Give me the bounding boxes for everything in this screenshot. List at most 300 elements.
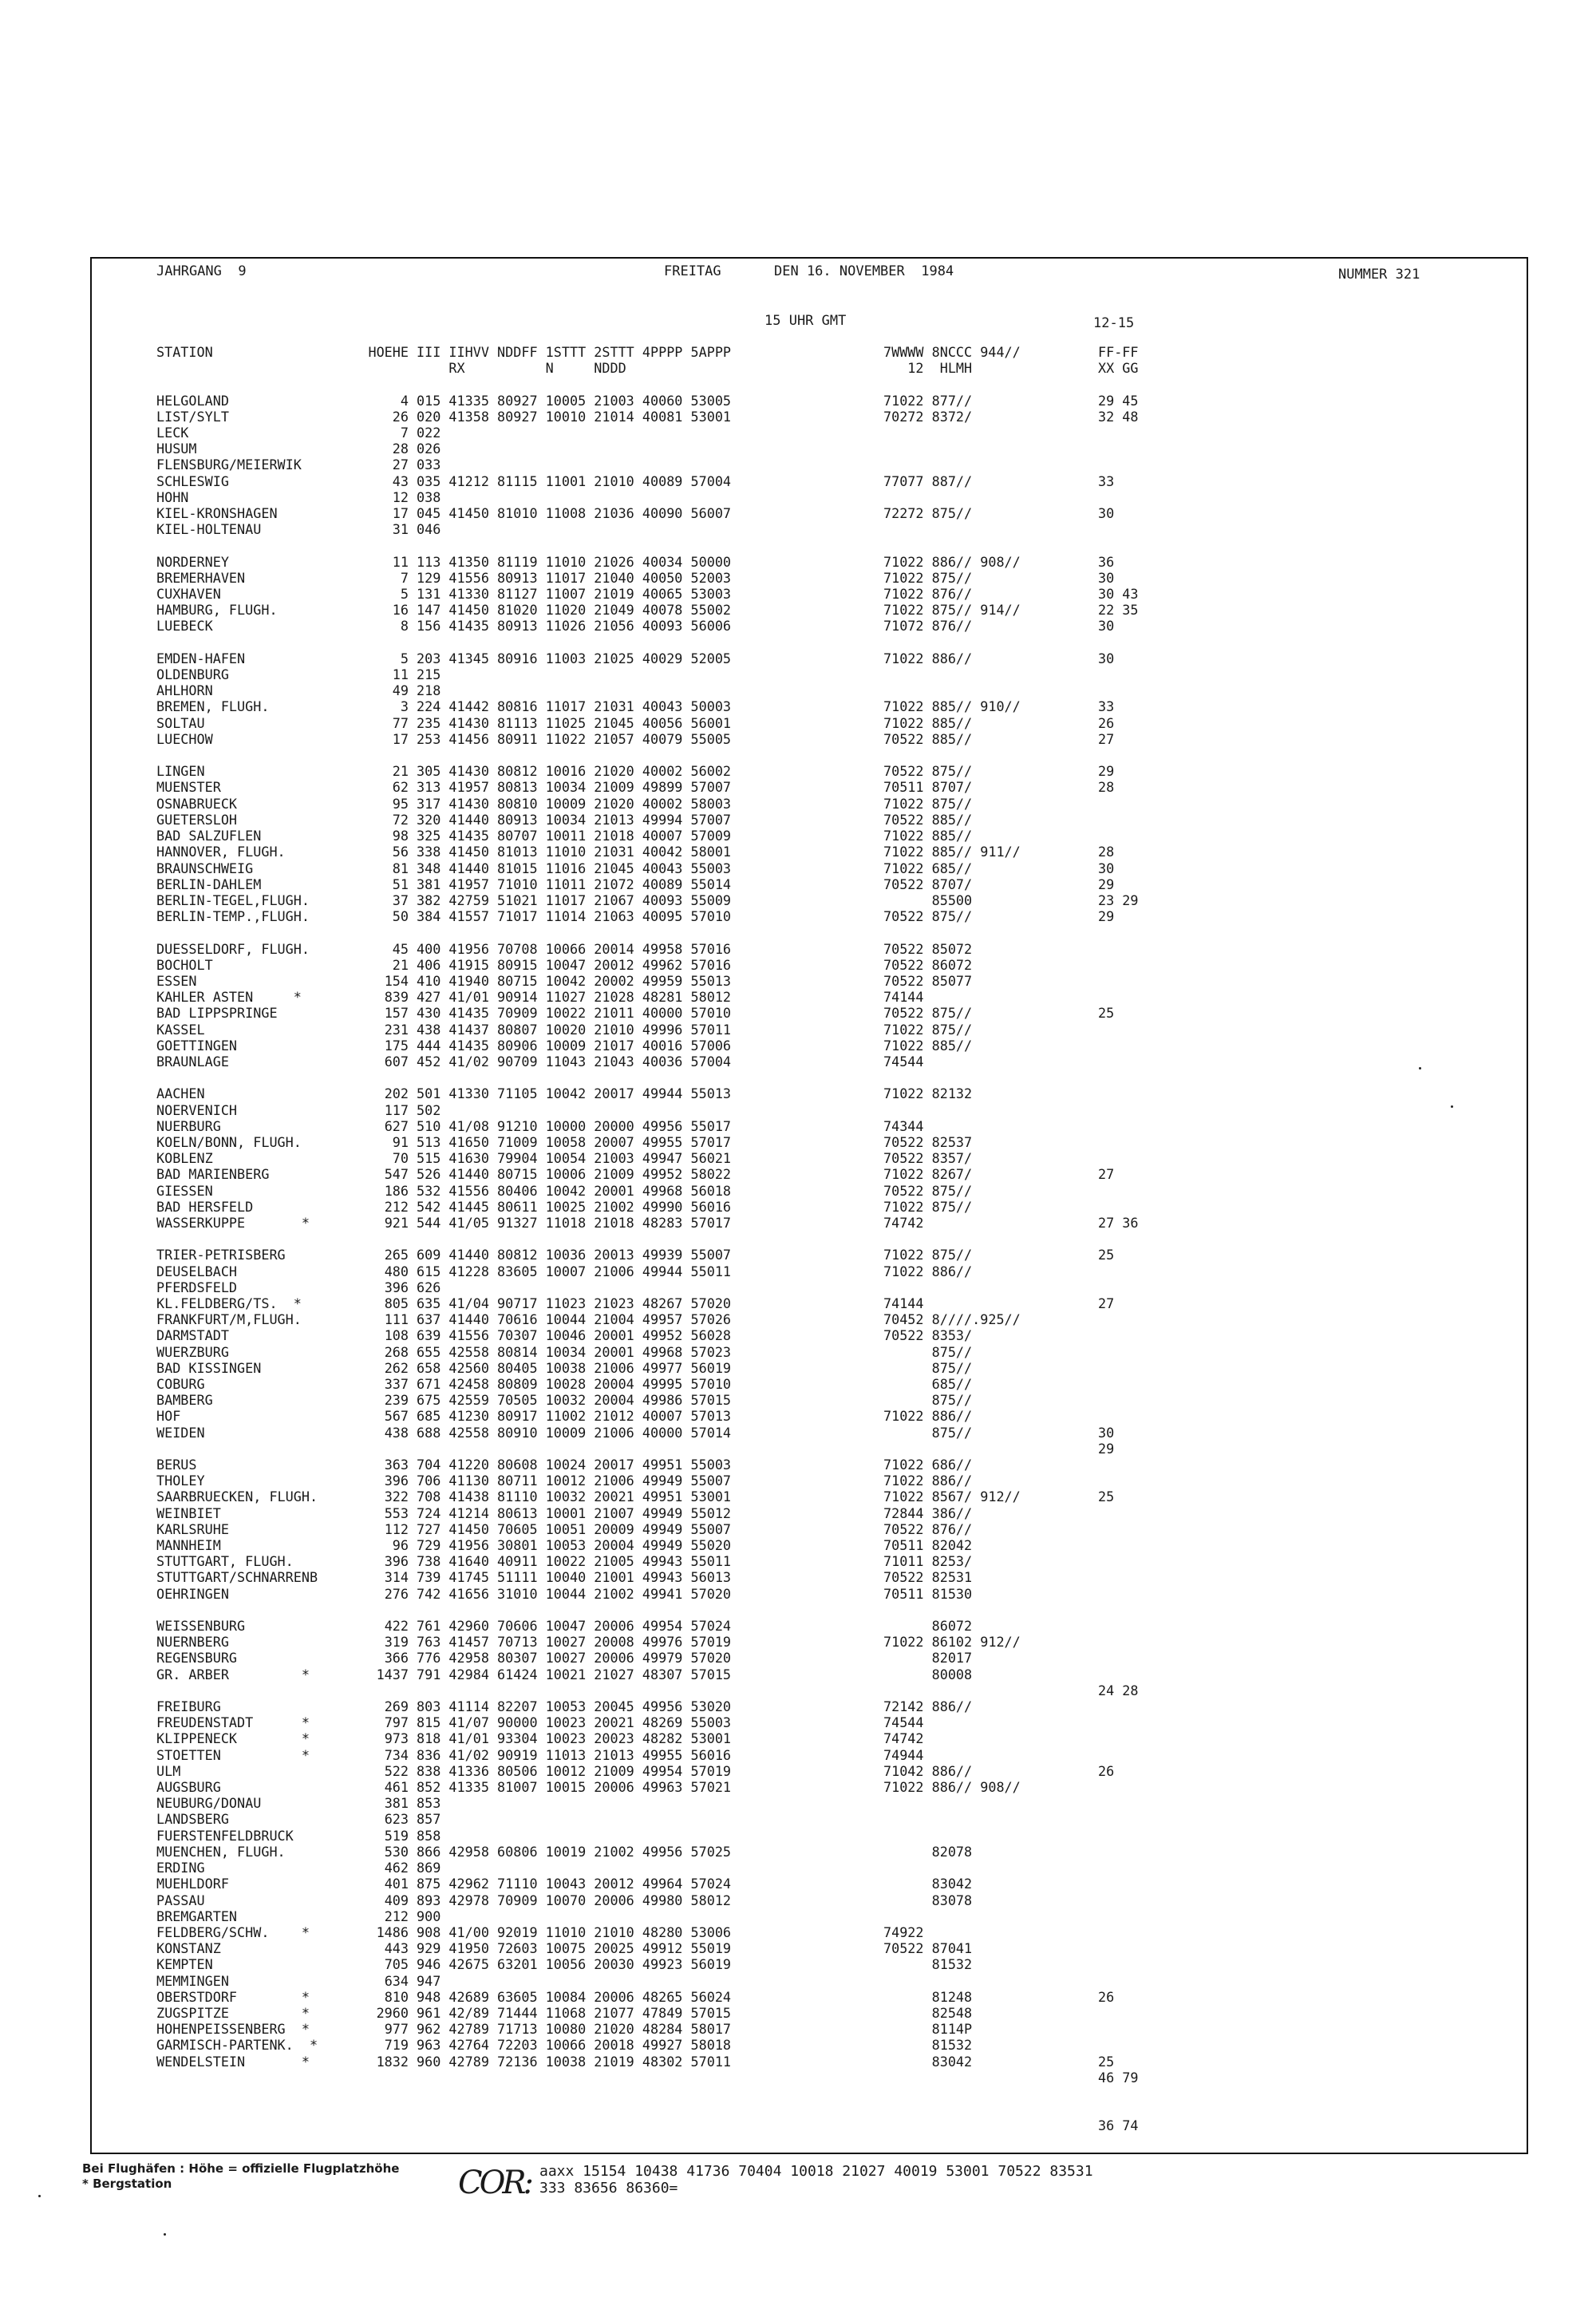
cell-wx: 70511 81530 xyxy=(883,1585,973,1602)
cell-hoehe xyxy=(343,924,409,940)
cell-obs: 704 41220 80608 10024 20017 49951 55003 xyxy=(417,1457,732,1473)
cell-station: KEMPTEN xyxy=(156,1956,213,1973)
cell-obs: 857 xyxy=(417,1811,441,1828)
cell-obs: 776 42958 80307 10027 20006 49979 57020 xyxy=(417,1650,732,1667)
cell-station: COBURG xyxy=(156,1376,205,1392)
observation-time: 15 UHR GMT xyxy=(764,313,847,329)
cell-gust xyxy=(1098,1714,1139,1730)
cell-gust xyxy=(1098,1457,1139,1473)
cell-hoehe: 175 xyxy=(384,1037,409,1054)
cell-gust: XX GG xyxy=(1098,360,1139,377)
cell-wx: 71022 885// 911// xyxy=(883,844,1021,860)
cell-wx: 81532 xyxy=(883,2037,973,2054)
cell-station xyxy=(156,360,318,376)
cell-wx xyxy=(883,666,1021,682)
cell-obs: 866 42958 60806 10019 21002 49956 57025 xyxy=(417,1843,732,1860)
cell-gust xyxy=(1098,666,1139,682)
cell-station: GR. ARBER * xyxy=(156,1666,310,1682)
cell-wx: 70522 85072 xyxy=(883,940,973,957)
footnote-airport: Bei Flughäfen : Höhe = offizielle Flugplatzhöhe xyxy=(82,2161,400,2176)
cell-obs: 253 41456 80911 11022 21057 40079 55005 xyxy=(417,730,732,747)
cell-hoehe: 553 xyxy=(384,1504,409,1521)
cell-gust xyxy=(1098,2101,1139,2117)
cell-hoehe xyxy=(343,1602,409,1618)
speck xyxy=(1451,1105,1453,1108)
cell-wx xyxy=(883,425,1021,441)
cell-gust xyxy=(1098,1521,1139,1537)
cell-obs: 513 41650 71009 10058 20007 49955 57017 xyxy=(417,1133,732,1150)
cell-obs: 818 41/01 93304 10023 20023 48282 53001 xyxy=(417,1730,732,1747)
correction-line-1: aaxx 15154 10438 41736 70404 10018 21027 40019 53001 70522 83531 xyxy=(539,2163,1093,2180)
cell-station xyxy=(156,1602,318,1618)
cell-obs: 815 41/07 90000 10023 20021 48269 55003 xyxy=(417,1714,732,1731)
cell-gust: 30 xyxy=(1098,569,1115,586)
cell-obs: 501 41330 71105 10042 20017 49944 55013 xyxy=(417,1085,732,1102)
cell-gust xyxy=(1098,1102,1139,1118)
cell-gust: 25 xyxy=(1098,1247,1115,1263)
cell-obs: 035 41212 81115 11001 21010 40089 57004 xyxy=(417,472,732,489)
cell-station: REGENSBURG xyxy=(156,1650,238,1667)
cell-gust: 46 79 xyxy=(1098,2069,1139,2086)
cell-station: MUEHLDORF xyxy=(156,1876,229,1892)
cell-wx: 70522 875// xyxy=(883,908,973,925)
cell-hoehe: 973 xyxy=(384,1730,409,1747)
cell-hoehe: 839 xyxy=(384,989,409,1006)
cell-hoehe xyxy=(343,376,409,392)
cell-station: DUESSELDORF, FLUGH. xyxy=(156,940,310,957)
cell-gust xyxy=(1098,1924,1139,1940)
cell-gust xyxy=(1098,2086,1139,2101)
cell-wx: 71022 875// xyxy=(883,1247,973,1263)
cell-wx xyxy=(883,682,1021,698)
cell-wx: 71011 8253/ xyxy=(883,1553,973,1570)
cell-obs: 305 41430 80812 10016 21020 40002 56002 xyxy=(417,763,732,780)
cell-station: BERLIN-DAHLEM xyxy=(156,876,262,892)
cell-obs: 502 xyxy=(417,1101,441,1118)
cell-hoehe: 154 xyxy=(384,972,409,989)
gust-period: 12-15 xyxy=(1093,315,1135,331)
cell-obs: 858 xyxy=(417,1827,441,1844)
cell-wx: 70522 885// xyxy=(883,730,973,747)
cell-gust xyxy=(1098,1811,1139,1827)
cell-hoehe: 70 xyxy=(392,1150,409,1167)
cell-station xyxy=(156,1441,318,1457)
cell-gust xyxy=(1098,1408,1139,1424)
cell-gust xyxy=(1098,1667,1139,1682)
gust-column xyxy=(1098,344,1139,2134)
cell-obs: 510 41/08 91210 10000 20000 49956 55017 xyxy=(417,1117,732,1134)
cell-hoehe: 547 xyxy=(384,1166,409,1183)
cell-station: SCHLESWIG xyxy=(156,472,229,489)
cell-wx: 71022 875// 914// xyxy=(883,602,1021,619)
day: FREITAG xyxy=(664,263,721,279)
cell-wx: 71022 875// xyxy=(883,569,973,586)
cell-hoehe: 337 xyxy=(384,1376,409,1392)
cell-wx: 70522 8357/ xyxy=(883,1150,973,1167)
cell-station: GOETTINGEN xyxy=(156,1037,238,1054)
cell-station: BRAUNLAGE xyxy=(156,1053,229,1070)
cell-gust xyxy=(1098,1505,1139,1521)
cell-gust xyxy=(1098,941,1139,957)
cell-gust: 30 xyxy=(1098,505,1115,522)
cell-hoehe xyxy=(343,1231,409,1247)
cell-station xyxy=(156,1682,318,1698)
cell-wx: 74544 xyxy=(883,1053,924,1070)
cell-obs: 129 41556 80913 11017 21040 40050 52003 xyxy=(417,569,732,586)
cell-obs: 836 41/02 90919 11013 21013 49955 56016 xyxy=(417,1746,732,1763)
cell-obs: 838 41336 80506 10012 21009 49954 57019 xyxy=(417,1762,732,1779)
cell-obs: 724 41214 80613 10001 21007 49949 55012 xyxy=(417,1504,732,1521)
cell-wx: 77077 887// xyxy=(883,472,973,489)
cell-obs: 900 xyxy=(417,1908,441,1924)
cell-gust: 25 xyxy=(1098,1005,1115,1022)
cell-gust xyxy=(1098,635,1139,650)
cell-gust: 33 xyxy=(1098,472,1115,489)
cell-obs: 635 41/04 90717 11023 21023 48267 57020 xyxy=(417,1295,732,1311)
cell-wx: 7WWWW 8NCCC 944// xyxy=(883,344,1021,360)
cell-obs: 544 41/05 91327 11018 21018 48283 57017 xyxy=(417,1214,732,1231)
cell-hoehe: 212 xyxy=(384,1908,409,1924)
cell-station: BAD KISSINGEN xyxy=(156,1359,262,1376)
cell-station: BOCHOLT xyxy=(156,956,213,973)
cell-gust: 36 74 xyxy=(1098,2117,1139,2134)
cell-hoehe: 522 xyxy=(384,1762,409,1779)
cell-wx: 74742 xyxy=(883,1730,924,1747)
cell-wx: 71022 885// xyxy=(883,828,973,844)
cell-gust xyxy=(1098,2021,1139,2037)
cell-station: OSNABRUECK xyxy=(156,795,238,812)
cell-wx: 71022 885// 910// xyxy=(883,698,1021,715)
cell-obs: 675 42559 70505 10032 20004 49986 57015 xyxy=(417,1392,732,1409)
cell-hoehe: 81 xyxy=(392,860,409,876)
cell-obs: 218 xyxy=(417,682,441,699)
cell-station: NORDERNEY xyxy=(156,553,229,570)
cell-station: FLENSBURG/MEIERWIK xyxy=(156,457,302,473)
cell-obs: 962 42789 71713 10080 21020 48284 58017 xyxy=(417,2021,732,2038)
cell-wx: 70522 876// xyxy=(883,1520,973,1537)
cell-wx: 82078 xyxy=(883,1843,973,1860)
cell-obs: 045 41450 81010 11008 21036 40090 56007 xyxy=(417,505,732,522)
cell-wx: 71022 886// 908// xyxy=(883,553,1021,570)
cell-station: WUERZBURG xyxy=(156,1343,229,1360)
cell-gust: 32 48 xyxy=(1098,408,1139,425)
cell-hoehe: 634 xyxy=(384,1972,409,1989)
cell-obs: 410 41940 80715 10042 20002 49959 55013 xyxy=(417,972,732,989)
cell-wx: 71022 685// xyxy=(883,860,973,876)
speck xyxy=(1419,1067,1421,1070)
cell-hoehe: 7 xyxy=(400,425,409,441)
cell-wx: 71022 876// xyxy=(883,586,973,603)
cell-station: WEIDEN xyxy=(156,1424,205,1441)
cell-hoehe: 43 xyxy=(392,472,409,489)
cell-obs: 348 41440 81015 11016 21045 40043 55003 xyxy=(417,860,732,876)
cell-hoehe: 49 xyxy=(392,682,409,699)
cell-obs: 400 41956 70708 10066 20014 49958 57016 xyxy=(417,940,732,957)
cell-obs xyxy=(417,1602,731,1618)
cell-obs: 224 41442 80816 11017 21031 40043 50003 xyxy=(417,698,732,715)
cell-hoehe xyxy=(343,360,409,376)
cell-hoehe: 21 xyxy=(392,763,409,780)
cell-obs: 761 42960 70606 10047 20006 49954 57024 xyxy=(417,1618,732,1635)
cell-hoehe: 1486 xyxy=(376,1924,409,1940)
cell-gust xyxy=(1098,1118,1139,1134)
cell-wx: 74144 xyxy=(883,989,924,1006)
cell-gust: 25 xyxy=(1098,2053,1115,2070)
cell-station: NUERBURG xyxy=(156,1117,221,1134)
cell-wx: 71022 886// xyxy=(883,1408,973,1425)
cell-hoehe: 461 xyxy=(384,1779,409,1796)
cell-gust: 33 xyxy=(1098,698,1115,715)
cell-station: MEMMINGEN xyxy=(156,1972,229,1989)
cell-obs: 727 41450 70605 10051 20009 49949 55007 xyxy=(417,1520,732,1537)
cell-wx: 70452 8////.925// xyxy=(883,1311,1021,1328)
cell-gust xyxy=(1098,1537,1139,1553)
cell-station: BAD LIPPSPRINGE xyxy=(156,1005,278,1022)
cell-obs: 658 42560 80405 10038 21006 49977 56019 xyxy=(417,1359,732,1376)
cell-station: KARLSRUHE xyxy=(156,1520,229,1537)
cell-station: WEINBIET xyxy=(156,1504,221,1521)
cell-obs: 708 41438 81110 10032 20021 49951 53001 xyxy=(417,1489,732,1505)
cell-obs: 791 42984 61424 10021 21027 48307 57015 xyxy=(417,1666,732,1682)
cell-station: STATION xyxy=(156,344,213,360)
cell-hoehe: 319 xyxy=(384,1634,409,1651)
cell-gust: 27 xyxy=(1098,1166,1115,1183)
cell-gust xyxy=(1098,1940,1139,1956)
cell-hoehe: 567 xyxy=(384,1408,409,1425)
cell-hoehe: 56 xyxy=(392,844,409,860)
cell-obs: 908 41/00 92019 11010 21010 48280 53006 xyxy=(417,1924,732,1940)
cell-gust xyxy=(1098,425,1139,441)
cell-gust: 29 xyxy=(1098,763,1115,780)
cell-hoehe: 396 xyxy=(384,1279,409,1295)
cell-gust: 28 xyxy=(1098,844,1115,860)
cell-wx xyxy=(883,1102,1021,1118)
cell-gust xyxy=(1098,1844,1139,1860)
cell-gust xyxy=(1098,1828,1139,1844)
cell-hoehe xyxy=(343,1441,409,1457)
cell-wx xyxy=(883,1795,1021,1811)
cell-gust: 27 xyxy=(1098,730,1115,747)
cell-station: HOHN xyxy=(156,488,189,505)
cell-hoehe xyxy=(343,537,409,553)
cell-wx xyxy=(883,1973,1021,1989)
date: DEN 16. NOVEMBER 1984 xyxy=(774,263,954,279)
cell-station: BREMERHAVEN xyxy=(156,569,246,586)
cell-station: KASSEL xyxy=(156,1021,205,1038)
cell-obs: 688 42558 80910 10009 21006 40000 57014 xyxy=(417,1424,732,1441)
cell-wx xyxy=(883,489,1021,505)
cell-station: LIST/SYLT xyxy=(156,408,229,425)
cell-gust xyxy=(1098,957,1139,973)
cell-station: WENDELSTEIN * xyxy=(156,2053,310,2070)
cell-gust xyxy=(1098,489,1139,505)
cell-gust xyxy=(1098,747,1139,763)
cell-gust xyxy=(1098,2037,1139,2053)
cell-obs: 033 xyxy=(417,457,441,473)
cell-gust xyxy=(1098,1134,1139,1150)
cell-station: STUTTGART, FLUGH. xyxy=(156,1553,294,1570)
cell-station: AUGSBURG xyxy=(156,1779,221,1796)
cell-hoehe: 797 xyxy=(384,1714,409,1731)
cell-gust xyxy=(1098,973,1139,989)
cell-station: KOELN/BONN, FLUGH. xyxy=(156,1133,302,1150)
correction-line-2: 333 83656 86360= xyxy=(539,2180,678,2196)
cell-station: FREUDENSTADT * xyxy=(156,1714,310,1731)
cell-wx: 70522 85077 xyxy=(883,972,973,989)
cell-station: LUECHOW xyxy=(156,730,213,747)
cell-hoehe: 27 xyxy=(392,457,409,473)
cell-hoehe: 11 xyxy=(392,666,409,683)
cell-wx: 70522 86072 xyxy=(883,956,973,973)
cell-hoehe: 7 xyxy=(400,569,409,586)
cell-wx: 71022 886// xyxy=(883,1263,973,1279)
cell-gust xyxy=(1098,1327,1139,1343)
cell-wx xyxy=(883,1828,1021,1844)
cell-wx: 72844 386// xyxy=(883,1504,973,1521)
cell-gust xyxy=(1098,828,1139,844)
cell-hoehe: HOEHE xyxy=(368,344,409,360)
cell-gust xyxy=(1098,812,1139,828)
cell-hoehe xyxy=(343,1682,409,1698)
cell-obs: III IIHVV NDDFF 1STTT 2STTT 4PPPP 5APPP xyxy=(417,344,732,360)
station-column xyxy=(156,344,318,2070)
cell-hoehe xyxy=(343,1070,409,1085)
cell-station: EMDEN-HAFEN xyxy=(156,650,246,666)
cell-wx: 685// xyxy=(883,1376,973,1392)
cell-wx: 82548 xyxy=(883,2004,973,2021)
cell-obs: 381 41957 71010 11011 21072 40089 55014 xyxy=(417,876,732,892)
cell-gust: 29 xyxy=(1098,876,1115,892)
cell-gust xyxy=(1098,2005,1139,2021)
cell-obs: 444 41435 80906 10009 21017 40016 57006 xyxy=(417,1037,732,1054)
cell-hoehe: 734 xyxy=(384,1746,409,1763)
cell-obs xyxy=(417,747,731,763)
cell-gust xyxy=(1098,1231,1139,1247)
cell-hoehe: 96 xyxy=(392,1537,409,1554)
cell-station: BERLIN-TEMP.,FLUGH. xyxy=(156,908,310,925)
cell-station: SOLTAU xyxy=(156,714,205,731)
cell-hoehe: 21 xyxy=(392,956,409,973)
cell-wx xyxy=(883,1602,1021,1618)
cell-wx: 81248 xyxy=(883,1988,973,2005)
cell-hoehe: 111 xyxy=(384,1311,409,1328)
cell-hoehe: 72 xyxy=(392,811,409,828)
cell-station: FUERSTENFELDBRUCK xyxy=(156,1827,294,1844)
cell-obs: 963 42764 72203 10066 20018 49927 58018 xyxy=(417,2037,732,2054)
cell-station: FREIBURG xyxy=(156,1698,221,1715)
cell-hoehe: 4 xyxy=(400,392,409,409)
cell-gust xyxy=(1098,457,1139,472)
cell-station: ESSEN xyxy=(156,972,197,989)
cell-gust: 23 29 xyxy=(1098,892,1139,908)
cell-hoehe: 1437 xyxy=(376,1666,409,1682)
cell-gust: 30 xyxy=(1098,618,1115,635)
cell-wx: 70522 82531 xyxy=(883,1569,973,1586)
cell-wx: 70522 82537 xyxy=(883,1133,973,1150)
cell-hoehe: 95 xyxy=(392,795,409,812)
cell-hoehe: 112 xyxy=(384,1520,409,1537)
cell-gust: 26 xyxy=(1098,1988,1115,2005)
cell-gust xyxy=(1098,1892,1139,1908)
cell-station: ERDING xyxy=(156,1860,205,1876)
weather-cloud-column xyxy=(883,344,1021,2070)
cell-hoehe: 366 xyxy=(384,1650,409,1667)
cell-station: HANNOVER, FLUGH. xyxy=(156,844,286,860)
cell-gust: 24 28 xyxy=(1098,1682,1139,1698)
cell-station: OLDENBURG xyxy=(156,666,229,683)
cell-obs: 739 41745 51111 10040 21001 49943 56013 xyxy=(417,1569,732,1586)
cell-hoehe: 607 xyxy=(384,1053,409,1070)
cell-obs: 947 xyxy=(417,1972,441,1989)
cell-station: BRAUNSCHWEIG xyxy=(156,860,254,876)
cell-station: KIEL-KRONSHAGEN xyxy=(156,505,278,522)
cell-wx: 81532 xyxy=(883,1956,973,1973)
cell-station: CUXHAVEN xyxy=(156,586,221,603)
cell-hoehe: 77 xyxy=(392,714,409,731)
cell-obs: 325 41435 80707 10011 21018 40007 57009 xyxy=(417,828,732,844)
cell-hoehe: 62 xyxy=(392,779,409,796)
cell-gust: 26 xyxy=(1098,1762,1115,1779)
cell-hoehe: 623 xyxy=(384,1811,409,1828)
cell-obs: 929 41950 72603 10075 20025 49912 55019 xyxy=(417,1940,732,1957)
cell-gust xyxy=(1098,1553,1139,1569)
cell-gust xyxy=(1098,1698,1139,1714)
cell-gust: 29 xyxy=(1098,1440,1115,1457)
cell-station: KOBLENZ xyxy=(156,1150,213,1167)
cell-wx xyxy=(883,1682,1021,1698)
cell-hoehe: 409 xyxy=(384,1892,409,1908)
cell-hoehe: 231 xyxy=(384,1021,409,1038)
cell-hoehe: 810 xyxy=(384,1988,409,2005)
cell-station: NOERVENICH xyxy=(156,1101,238,1118)
cell-obs: 706 41130 80711 10012 21006 49949 55007 xyxy=(417,1473,732,1489)
cell-station: DARMSTADT xyxy=(156,1327,229,1344)
cell-obs: 156 41435 80913 11026 21056 40093 56006 xyxy=(417,618,732,635)
cell-gust xyxy=(1098,1956,1139,1972)
cell-obs: 313 41957 80813 10034 21009 49899 57007 xyxy=(417,779,732,796)
cell-obs: 406 41915 80915 10047 20012 49962 57016 xyxy=(417,956,732,973)
cell-wx: 70522 875// xyxy=(883,1005,973,1022)
cell-wx: 83078 xyxy=(883,1892,973,1908)
cell-obs: 893 42978 70909 10070 20006 49980 58012 xyxy=(417,1892,732,1908)
cell-station xyxy=(156,376,318,392)
cell-hoehe: 12 xyxy=(392,488,409,505)
cell-station: KLIPPENECK * xyxy=(156,1730,310,1747)
cell-hoehe: 438 xyxy=(384,1424,409,1441)
cell-gust xyxy=(1098,1150,1139,1166)
cell-obs: 427 41/01 90914 11027 21028 48281 58012 xyxy=(417,989,732,1006)
cell-obs: 452 41/02 90709 11043 21043 40036 57004 xyxy=(417,1053,732,1070)
cell-gust xyxy=(1098,1908,1139,1924)
cell-hoehe: 462 xyxy=(384,1860,409,1876)
cell-obs xyxy=(417,1441,731,1457)
cell-obs: 609 41440 80812 10036 20013 49939 55007 xyxy=(417,1247,732,1263)
cell-hoehe: 396 xyxy=(384,1473,409,1489)
cell-wx: 74742 xyxy=(883,1214,924,1231)
observation-column xyxy=(417,344,731,2070)
cell-gust: 25 xyxy=(1098,1489,1115,1505)
cell-wx: 80008 xyxy=(883,1666,973,1682)
cell-hoehe: 443 xyxy=(384,1940,409,1957)
cell-wx: 74944 xyxy=(883,1746,924,1763)
cell-wx: 71072 876// xyxy=(883,618,973,635)
cell-wx xyxy=(883,924,1021,940)
cell-gust xyxy=(1098,1263,1139,1279)
cell-obs: 430 41435 70909 10022 21011 40000 57010 xyxy=(417,1005,732,1022)
cell-obs: 526 41440 80715 10006 21009 49952 58022 xyxy=(417,1166,732,1183)
cell-obs: 046 xyxy=(417,521,441,538)
cell-obs: 671 42458 80809 10028 20004 49995 57010 xyxy=(417,1376,732,1392)
